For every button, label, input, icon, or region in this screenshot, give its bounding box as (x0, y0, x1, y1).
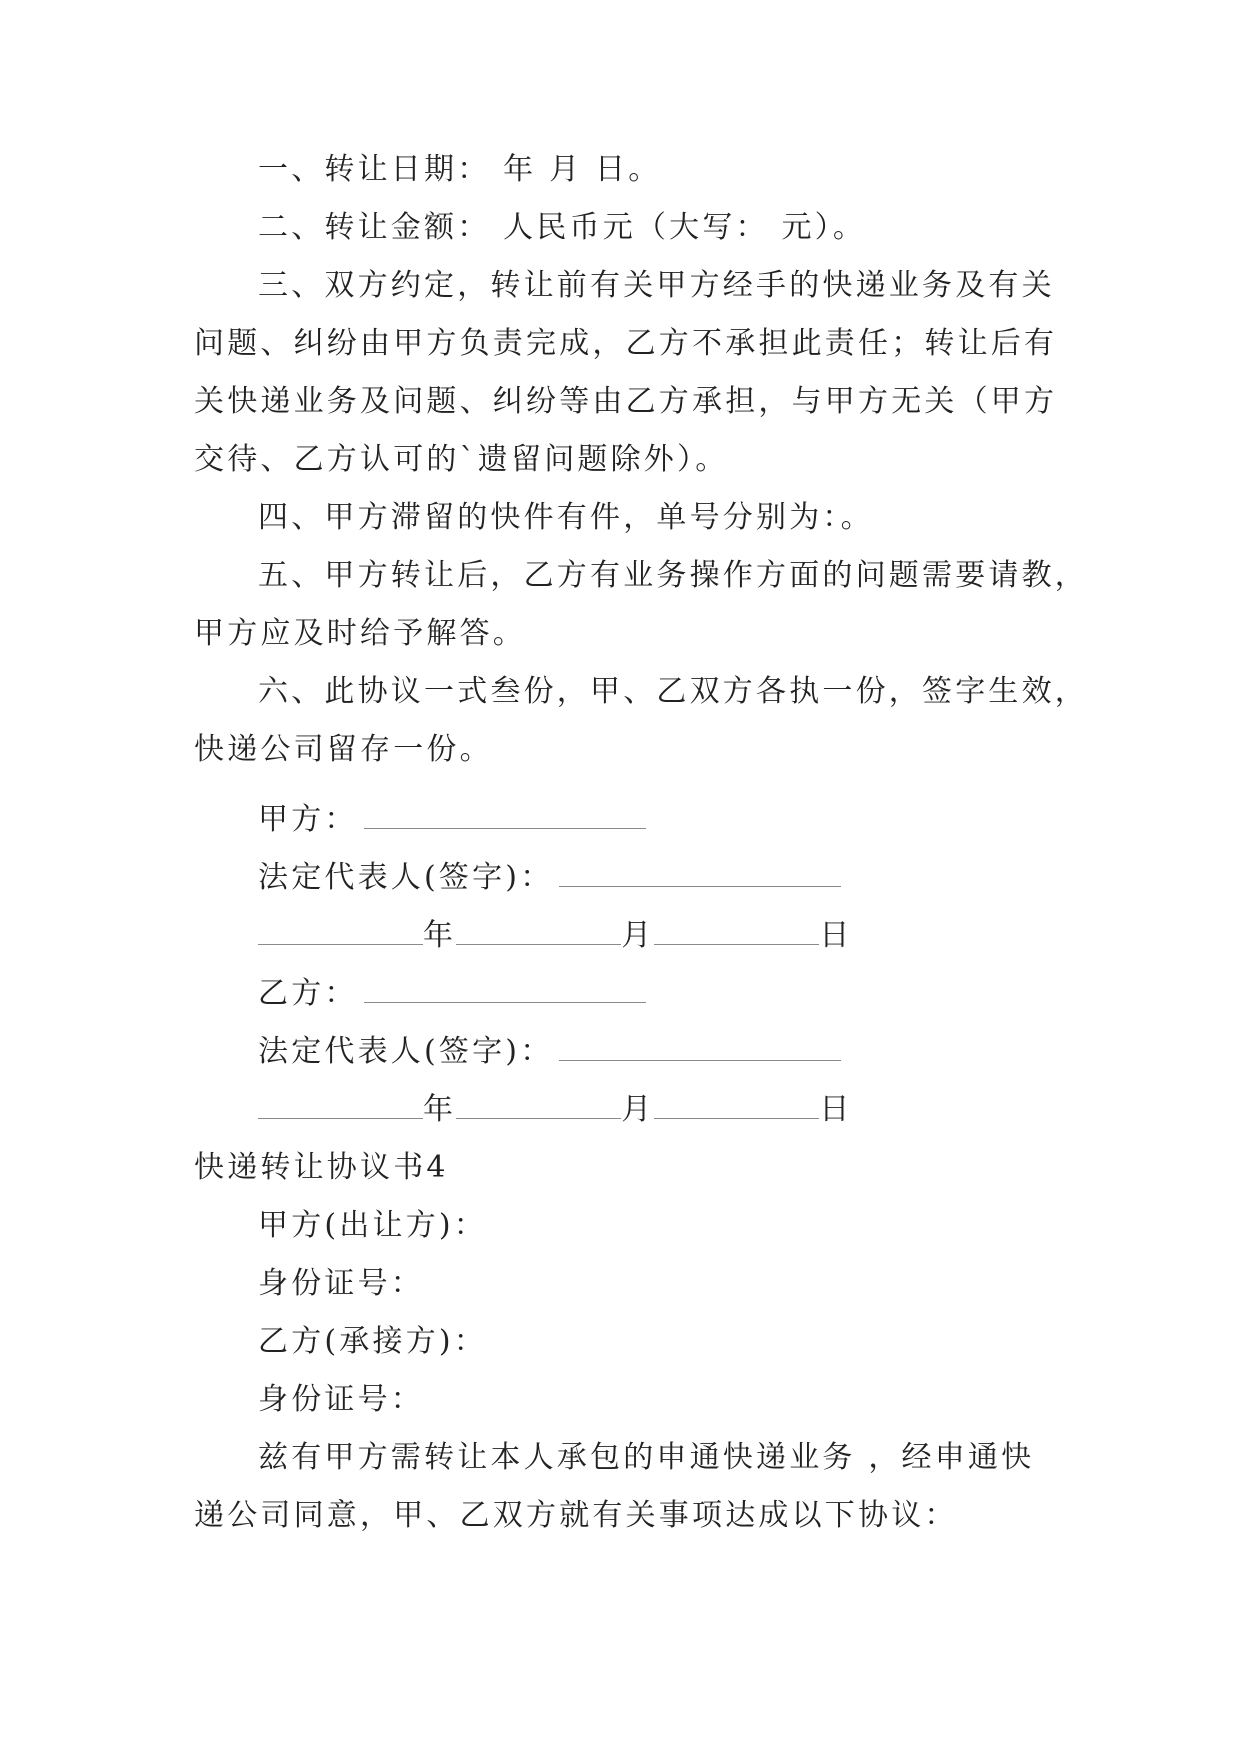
date-b-day-label: 日 (819, 1092, 853, 1127)
rep-b-blank[interactable] (559, 1038, 841, 1061)
party-b-signature-row (258, 974, 646, 1014)
section-4-party-b: 乙方(承接方)： (258, 1324, 488, 1359)
clause-4: 四、甲方滞留的快件有件，单号分别为：。 (258, 500, 874, 535)
date-b-month-blank[interactable] (456, 1096, 621, 1119)
clause-6-line-1: 六、此协议一式叁份，甲、乙双方各执一份，签字生效， (258, 674, 1088, 709)
date-b-row (258, 1090, 853, 1130)
date-b-month-label: 月 (621, 1092, 655, 1127)
rep-a-label: 法定代表人(签字)： (258, 860, 554, 895)
clause-3-line-1: 三、双方约定，转让前有关甲方经手的快递业务及有关 (258, 268, 1055, 303)
party-a-label: 甲方： (258, 802, 358, 837)
clause-2: 二、转让金额： 人民币元（大写： 元）。 (258, 210, 867, 245)
section-4-intro-line-1: 兹有甲方需转让本人承包的申通快递业务 ，经申通快 (258, 1440, 1035, 1475)
section-4-title: 快递转让协议书4 (194, 1150, 449, 1185)
date-a-day-blank[interactable] (654, 922, 819, 945)
date-a-row (258, 916, 853, 956)
date-a-year-blank[interactable] (258, 922, 423, 945)
rep-b-signature-row (258, 1032, 841, 1072)
clause-1: 一、转让日期： 年 月 日。 (258, 152, 662, 187)
party-a-blank[interactable] (364, 806, 646, 829)
date-a-year-label: 年 (423, 918, 457, 953)
clause-5-line-2: 甲方应及时给予解答。 (194, 616, 526, 651)
date-a-month-label: 月 (621, 918, 655, 953)
party-a-signature-row (258, 800, 646, 840)
rep-b-label: 法定代表人(签字)： (258, 1034, 554, 1069)
rep-a-blank[interactable] (559, 864, 841, 887)
date-a-day-label: 日 (819, 918, 853, 953)
party-b-label: 乙方： (258, 976, 358, 1011)
party-b-blank[interactable] (364, 980, 646, 1003)
date-a-month-blank[interactable] (456, 922, 621, 945)
date-b-day-blank[interactable] (654, 1096, 819, 1119)
clause-3-line-3: 关快递业务及问题、纠纷等由乙方承担，与甲方无关（甲方 (194, 384, 1058, 419)
section-4-intro-line-2: 递公司同意，甲、乙双方就有关事项达成以下协议： (194, 1498, 958, 1533)
clause-3-line-4: 交待、乙方认可的`遗留问题除外）。 (194, 442, 729, 477)
date-b-year-blank[interactable] (258, 1096, 423, 1119)
section-4-id-b: 身份证号： (258, 1382, 424, 1417)
clause-3-line-2: 问题、纠纷由甲方负责完成，乙方不承担此责任；转让后有 (194, 326, 1058, 361)
clause-5-line-1: 五、甲方转让后，乙方有业务操作方面的问题需要请教， (258, 558, 1088, 593)
section-4-party-a: 甲方(出让方)： (258, 1208, 488, 1243)
clause-6-line-2: 快递公司留存一份。 (194, 732, 493, 767)
section-4-id-a: 身份证号： (258, 1266, 424, 1301)
rep-a-signature-row (258, 858, 841, 898)
date-b-year-label: 年 (423, 1092, 457, 1127)
